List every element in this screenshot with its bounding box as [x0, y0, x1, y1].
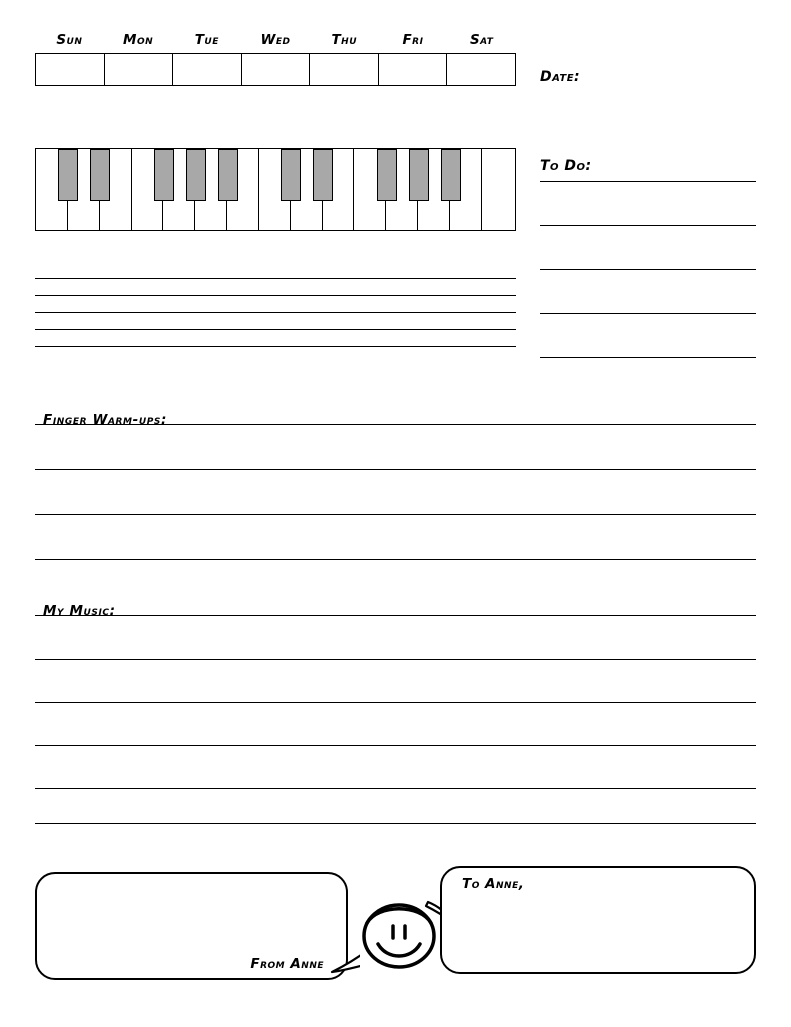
- writing-line[interactable]: [35, 514, 756, 515]
- note-to-label: To Anne,: [462, 876, 525, 892]
- day-header-mon: Mon: [123, 32, 154, 48]
- staff-line: [35, 278, 516, 279]
- staff-line: [35, 295, 516, 296]
- staff-line: [35, 346, 516, 347]
- todo-line[interactable]: [540, 269, 756, 270]
- piano-keyboard-graphic: [35, 148, 516, 231]
- piano-black-key: [218, 149, 238, 201]
- section-finger-warmups: [35, 412, 756, 564]
- writing-line[interactable]: [35, 788, 756, 789]
- piano-black-key: [313, 149, 333, 201]
- day-cell-sat[interactable]: [447, 54, 515, 85]
- todo-line[interactable]: [540, 181, 756, 182]
- date-label: Date:: [540, 69, 581, 85]
- piano-black-key: [441, 149, 461, 201]
- week-table: [35, 32, 516, 86]
- note-from-anne-bubble[interactable]: [35, 872, 348, 980]
- section-rule: [35, 424, 756, 425]
- piano-black-key: [377, 149, 397, 201]
- todo-label: To Do:: [540, 158, 592, 174]
- writing-line[interactable]: [35, 745, 756, 746]
- day-header-fri: Fri: [402, 32, 424, 48]
- note-from-label: From Anne: [250, 956, 324, 972]
- staff-line: [35, 312, 516, 313]
- day-header-wed: Wed: [260, 32, 291, 48]
- section-rule: [35, 615, 756, 616]
- piano-black-key: [154, 149, 174, 201]
- note-to-anne-bubble[interactable]: [440, 866, 756, 974]
- day-cell-wed[interactable]: [242, 54, 311, 85]
- writing-line[interactable]: [35, 823, 756, 824]
- todo-line[interactable]: [540, 313, 756, 314]
- todo-line[interactable]: [540, 357, 756, 358]
- piano-black-key: [90, 149, 110, 201]
- day-cell-tue[interactable]: [173, 54, 242, 85]
- section-my-music: [35, 603, 756, 825]
- week-header-row: [35, 32, 516, 53]
- staff-line: [35, 329, 516, 330]
- piano-black-key: [409, 149, 429, 201]
- section-title-my-music: My Music:: [43, 603, 122, 619]
- date-field: [540, 66, 760, 85]
- piano-black-key: [281, 149, 301, 201]
- writing-line[interactable]: [35, 559, 756, 560]
- piano-black-key: [58, 149, 78, 201]
- day-cell-thu[interactable]: [310, 54, 379, 85]
- piano-black-key: [186, 149, 206, 201]
- day-cell-fri[interactable]: [379, 54, 448, 85]
- day-header-tue: Tue: [194, 32, 219, 48]
- todo-line[interactable]: [540, 225, 756, 226]
- day-header-sat: Sat: [469, 32, 494, 48]
- section-title-finger-warmups: Finger Warm-ups:: [43, 412, 173, 428]
- day-header-sun: Sun: [56, 32, 83, 48]
- day-cell-sun[interactable]: [36, 54, 105, 85]
- day-cell-mon[interactable]: [105, 54, 174, 85]
- week-cells-row: [35, 53, 516, 86]
- piano-white-key: [482, 149, 514, 230]
- day-header-thu: Thu: [331, 32, 358, 48]
- writing-line[interactable]: [35, 702, 756, 703]
- writing-line[interactable]: [35, 469, 756, 470]
- writing-line[interactable]: [35, 659, 756, 660]
